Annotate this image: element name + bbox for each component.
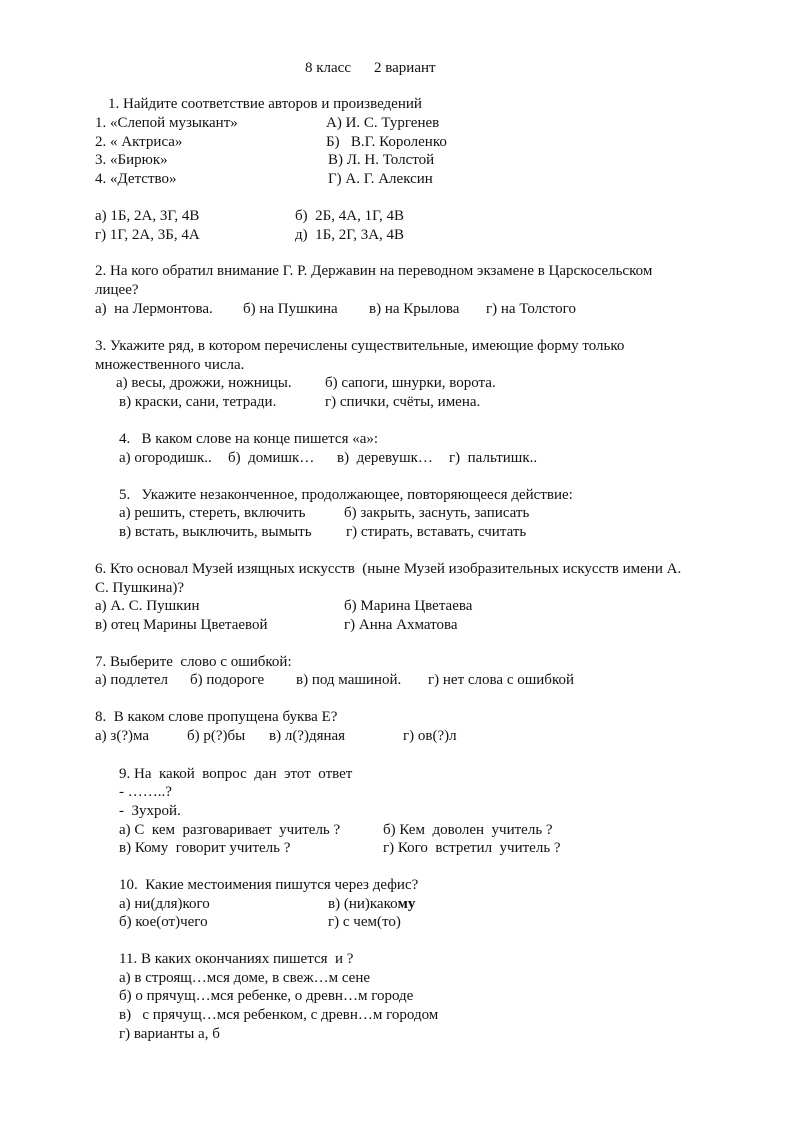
variant-label: 2 вариант [374, 60, 436, 76]
q5-option-a: а) решить, стереть, включить [119, 505, 306, 521]
q5-option-v: в) встать, выключить, вымыть [119, 524, 312, 540]
q6-option-g: г) Анна Ахматова [344, 617, 458, 633]
question-7-title: 7. Выберите слово с ошибкой: [95, 654, 292, 670]
q9-option-a: а) С кем разговаривает учитель ? [119, 822, 341, 838]
q1-author-v: В) Л. Н. Толстой [328, 152, 435, 168]
q8-option-g: г) ов(?)л [403, 728, 457, 744]
q4-option-g: г) пальтишк.. [449, 450, 538, 466]
q1-work-3: 3. «Бирюк» [95, 152, 168, 168]
grade-label: 8 класс [305, 60, 351, 76]
question-4-title: 4. В каком слове на конце пишется «а»: [119, 431, 379, 447]
q5-option-b: б) закрыть, заснуть, записать [344, 505, 530, 521]
question-11-title: 11. В каких окончаниях пишется и ? [119, 951, 354, 967]
q7-option-b: б) подороге [190, 672, 265, 688]
question-5-title: 5. Укажите незаконченное, продолжающее, повторяющееся действие: [119, 487, 573, 503]
q3-option-g: г) спички, счёты, имена. [325, 394, 481, 410]
q7-option-g: г) нет слова с ошибкой [428, 672, 574, 688]
q1-option-b: б) 2Б, 4А, 1Г, 4В [295, 208, 405, 224]
q10-option-g: г) с чем(то) [328, 914, 401, 930]
question-2-title-cont: лицее? [95, 282, 139, 298]
q9-option-g: г) Кого встретил учитель ? [383, 840, 561, 856]
question-6-title-cont: С. Пушкина)? [95, 580, 185, 596]
question-9-title: 9. На какой вопрос дан этот ответ [119, 766, 353, 782]
q2-option-v: в) на Крылова [369, 301, 460, 317]
q1-work-2: 2. « Актриса» [95, 134, 183, 150]
question-6-title: 6. Кто основал Музей изящных искусств (ныне Музей изобразительных искусств имени А. [95, 561, 682, 577]
q9-dialog-answer: - Зухрой. [119, 803, 181, 819]
q3-option-a: а) весы, дрожжи, ножницы. [116, 375, 292, 391]
q2-option-a: а) на Лермонтова. [95, 301, 213, 317]
q4-option-a: а) огородишк.. [119, 450, 212, 466]
q1-option-g: г) 1Г, 2А, 3Б, 4А [95, 227, 200, 243]
q9-option-b: б) Кем доволен учитель ? [383, 822, 553, 838]
q1-author-b: Б) В.Г. Короленко [326, 134, 447, 150]
q11-option-v: в) с прячущ…мся ребенком, с древн…м городом [119, 1007, 439, 1023]
q11-option-a: а) в строящ…мся доме, в свеж…м сене [119, 970, 371, 986]
q3-option-b: б) сапоги, шнурки, ворота. [325, 375, 496, 391]
q9-dialog-question: - ……..? [119, 784, 172, 800]
q3-option-v: в) краски, сани, тетради. [119, 394, 277, 410]
q2-option-g: г) на Толстого [486, 301, 576, 317]
q4-option-b: б) домишк… [228, 450, 315, 466]
q4-option-v: в) деревушк… [337, 450, 433, 466]
q5-option-g: г) стирать, вставать, считать [346, 524, 527, 540]
q10-option-v-text: в) (ни)како [328, 896, 398, 912]
q7-option-a: а) подлетел [95, 672, 168, 688]
q10-option-v [328, 895, 415, 914]
q11-option-b: б) о прячущ…мся ребенке, о древн…м городе [119, 988, 414, 1004]
q6-option-v: в) отец Марины Цветаевой [95, 617, 268, 633]
question-1-title: 1. Найдите соответствие авторов и произведений [108, 96, 422, 112]
q1-author-g: Г) А. Г. Алексин [328, 171, 433, 187]
q2-option-b: б) на Пушкина [243, 301, 338, 317]
q8-option-b: б) р(?)бы [187, 728, 246, 744]
q1-option-a: а) 1Б, 2А, 3Г, 4В [95, 208, 200, 224]
q1-work-4: 4. «Детство» [95, 171, 177, 187]
question-8-title: 8. В каком слове пропущена буква Е? [95, 709, 338, 725]
q9-option-v: в) Кому говорит учитель ? [119, 840, 291, 856]
q7-option-v: в) под машиной. [296, 672, 402, 688]
question-3-title-cont: множественного числа. [95, 357, 245, 373]
q1-author-a: А) И. С. Тургенев [326, 115, 440, 131]
q8-option-a: а) з(?)ма [95, 728, 150, 744]
q1-work-1: 1. «Слепой музыкант» [95, 115, 238, 131]
q8-option-v: в) л(?)дяная [269, 728, 346, 744]
q11-option-g: г) варианты а, б [119, 1026, 220, 1042]
question-2-title: 2. На кого обратил внимание Г. Р. Державин на переводном экзамене в Царскосельском [95, 263, 653, 279]
question-10-title: 10. Какие местоимения пишутся через дефис? [119, 877, 419, 893]
q10-option-v-bold-ending: му [397, 896, 416, 912]
q6-option-a: а) А. С. Пушкин [95, 598, 200, 614]
q1-option-d: д) 1Б, 2Г, 3А, 4В [295, 227, 405, 243]
q10-option-b: б) кое(от)чего [119, 914, 208, 930]
q10-option-a: а) ни(для)кого [119, 896, 210, 912]
question-3-title: 3. Укажите ряд, в котором перечислены существительные, имеющие форму только [95, 338, 625, 354]
q6-option-b: б) Марина Цветаева [344, 598, 473, 614]
